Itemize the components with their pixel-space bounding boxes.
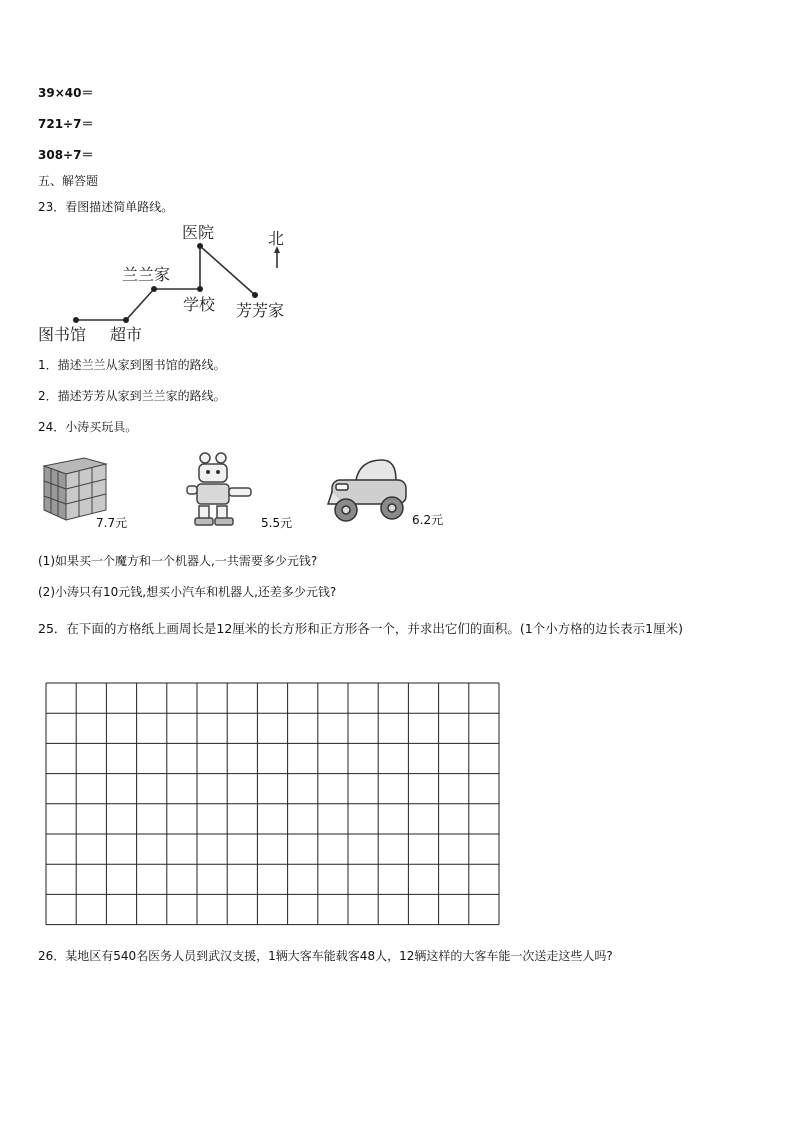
point-school <box>197 286 203 292</box>
point-lanlan-home <box>151 286 157 292</box>
car-icon <box>326 452 410 528</box>
q23-title: 23．看图描述简单路线。 <box>38 200 174 214</box>
cube-price: 7.7元 <box>96 516 128 530</box>
calc-line-1: 39×40＝ <box>38 86 94 100</box>
q26-text: 26．某地区有540名医务人员到武汉支援，1辆大客车能载客48人，12辆这样的大客车能一次送走这些人吗? <box>38 949 613 963</box>
calc-line-3: 308÷7＝ <box>38 148 94 162</box>
fangfang-home-label: 芳芳家 <box>236 301 285 320</box>
supermarket-label: 超市 <box>110 325 143 344</box>
q23-sub2: 2．描述芳芳从家到兰兰家的路线。 <box>38 389 226 403</box>
car-price: 6.2元 <box>412 513 444 527</box>
point-hospital <box>197 243 203 249</box>
q23-sub1: 1．描述兰兰从家到图书馆的路线。 <box>38 358 226 372</box>
q25-text: 25．在下面的方格纸上画周长是12厘米的长方形和正方形各一个，并求出它们的面积。(1个小方格的边长表示1厘米) <box>38 621 683 636</box>
hospital-label: 医院 <box>182 223 215 242</box>
route-map <box>30 220 330 348</box>
section-title: 五、解答题 <box>38 174 99 188</box>
library-label: 图书馆 <box>38 325 87 344</box>
lanlan-home-label: 兰兰家 <box>122 265 171 284</box>
school-label: 学校 <box>183 295 216 314</box>
calc-line-2: 721÷7＝ <box>38 117 94 131</box>
q24-sub1: (1)如果买一个魔方和一个机器人,一共需要多少元钱? <box>38 554 318 568</box>
q24-title: 24．小涛买玩具。 <box>38 420 138 434</box>
q24-sub2: (2)小涛只有10元钱,想买小汽车和机器人,还差多少元钱? <box>38 585 337 599</box>
cube-icon <box>40 452 110 522</box>
robot-icon <box>185 450 257 528</box>
square-grid[interactable] <box>45 682 501 926</box>
robot-price: 5.5元 <box>261 516 293 530</box>
point-fangfang-home <box>252 292 258 298</box>
north-label: 北 <box>268 229 285 248</box>
point-supermarket <box>123 317 129 323</box>
point-library <box>73 317 79 323</box>
